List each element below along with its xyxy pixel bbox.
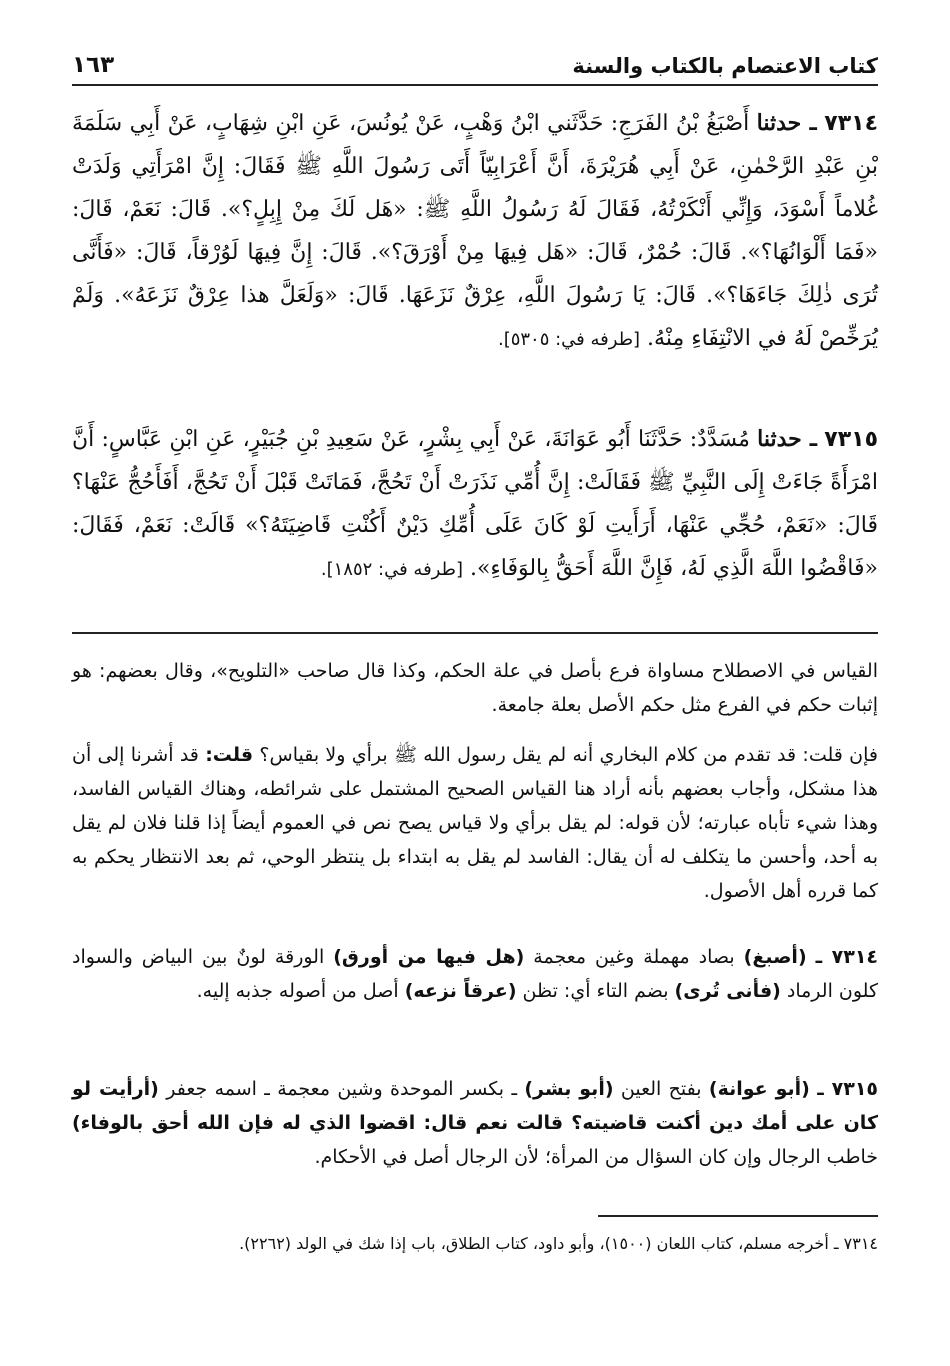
hadith-number: ٧٣١٤ (824, 111, 879, 136)
hadith-text: مُسَدَّدٌ: حَدَّثَنَا أَبُو عَوَانَةَ، عَنْ أَبِي بِشْرٍ، عَنْ سَعِيدِ بْنِ جُبَيْرٍ، عَنِ ابْنِ عَبَّاسٍ: أَنَّ امْرَأَةً جَاءَتْ إِلَى النَّبِيِّ ﷺ فَقَالَتْ: إِنَّ أُمِّي نَذَرَتْ أَنْ تَحُجَّ، فَمَاتَتْ قَبْلَ أَنْ تَحُجَّ، أَفَأَحُجُّ عَنْهَا؟ قَالَ: «نَعَمْ، حُجِّي عَنْهَا، أَرَأَيتِ لَوْ كَانَ عَلَى أُمِّكِ دَيْنٌ أَكُنْتِ قَاضِيَتَهُ؟» قَالَتْ: نَعَمْ، فَقَالَ: «فَاقْضُوا اللَّهَ الَّذِي لَهُ، فَإِنَّ اللَّهَ أَحَقُّ بِالوَفَاءِ». (72, 427, 878, 581)
commentary-term: (أبو بشر) (524, 1078, 614, 1100)
commentary-number: ٧٣١٤ ـ (815, 946, 879, 968)
footnote-text: ٧٣١٤ ـ أخرجه مسلم، كتاب اللعان (١٥٠٠)، وأبو داود، كتاب الطلاق، باب إذا شك في الولد (٢٢٦٢). (239, 1234, 878, 1253)
commentary-term: (فأنى تُرى) (674, 980, 781, 1002)
hadith-number: ٧٣١٥ (824, 427, 879, 452)
hadith-lead: حدثنا (756, 110, 802, 136)
commentary-text: بضم التاء أي: تظن (522, 980, 669, 1002)
commentary-term: (أصبغ) (743, 946, 807, 968)
page-number: ١٦٣ (72, 52, 115, 78)
commentary-text: ـ بكسر الموحدة وشين معجمة ـ اسمه جعفر (166, 1078, 518, 1100)
commentary-text: قد أشرنا إلى أن هذا مشكل، وأجاب بعضهم بأنه أراد هنا القياس الصحيح المشتمل على شرائطه، وهناك القياس الفاسد، وهذا شيء تأباه عبارته؛ لأن قوله: لم يقل برأي ولا قياس يصح نص في العموم أيضاً إذا قلنا فلان لم يقل به أحد، وأحسن ما يتكلف له أن يقال: الفاسد لم يقل به ابتداء بل ينتظر الوحي، ثم بعد الانتظار يحكم به كما قرره أهل الأصول. (72, 744, 878, 902)
footnote-divider (598, 1215, 878, 1217)
book-title: كتاب الاعتصام بالكتاب والسنة (572, 54, 878, 78)
commentary-paragraph (72, 940, 878, 1008)
commentary-text: فإن قلت: قد تقدم من كلام البخاري أنه لم يقل رسول الله ﷺ برأي ولا بقياس؟ (259, 744, 878, 766)
commentary-text: أصل من أصوله جذبه إليه. (196, 980, 399, 1002)
commentary-label: قلت: (205, 744, 254, 766)
commentary-paragraph (72, 1072, 878, 1174)
hadith-text: أَصْبَغُ بْنُ الفَرَجِ: حَدَّثَني ابْنُ وَهْبٍ، عَنْ يُونُسَ، عَنِ ابْنِ شِهَابٍ، عَنْ أَبِي سَلَمَةَ بْنِ عَبْدِ الرَّحْمٰنِ، عَنْ أَبِي هُرَيْرَةَ، أَنَّ أَعْرَابِيّاً أَتَى رَسُولَ اللَّهِ ﷺ فَقَالَ: إِنَّ امْرَأَتِي وَلَدَتْ غُلاماً أَسْوَدَ، وَإِنِّي أَنْكَرْتُهُ، فَقَالَ لَهُ رَسُولُ اللَّهِ ﷺ: «هَل لَكَ مِنْ إِبِلٍ؟». قَالَ: نَعَمْ، قَالَ: «فَمَا أَلْوَانُهَا؟». قَالَ: حُمْرٌ، قَالَ: «هَل فِيهَا مِنْ أَوْرَقَ؟». قَالَ: إِنَّ فِيهَا لَوُرْقاً، قَالَ: «فَأَنَّى تُرَى ذٰلِكَ جَاءَهَا؟». قَالَ: يَا رَسُولَ اللَّهِ، عِرْقٌ نَزَعَهَا. قَالَ: «وَلَعَلَّ هذا عِرْقٌ نَزَعَهُ». وَلَمْ يُرَخِّصْ لَهُ في الانْتِفَاءِ مِنْهُ. (72, 111, 878, 351)
hadith-lead: حدثنا (757, 426, 802, 452)
commentary-text: خاطب الرجال وإن كان السؤال من المرأة؛ لأن الرجال أصل في الأحكام. (314, 1146, 878, 1168)
commentary-text: بصاد مهملة وغين معجمة (533, 946, 735, 968)
commentary-paragraph (72, 654, 878, 722)
commentary-text: الورقة لونٌ بين البياض والسواد كلون الرماد (72, 946, 878, 1002)
hadith-reference: [طرفه في: ١٨٥٢]. (320, 559, 463, 580)
commentary-term: (أرأيت لو كان على أمك دين أكنت قاضيته؟ قالت نعم قال: اقضوا الذي له فإن الله أحق بالوفاء) (72, 1078, 878, 1134)
hadith-7314: ٧٣١٤ ـ حدثنا أَصْبَغُ بْنُ الفَرَجِ: حَدَّثَني ابْنُ وَهْبٍ، عَنْ يُونُسَ، عَنِ ابْنِ شِهَابٍ، عَنْ أَبِي سَلَمَةَ بْنِ عَبْدِ الرَّحْمٰنِ، عَنْ أَبِي هُرَيْرَةَ، أَنَّ أَعْرَابِيّاً أَتَى رَسُولَ اللَّهِ ﷺ فَقَالَ: إِنَّ امْرَأَتِي وَلَدَتْ غُلاماً أَسْوَدَ، وَإِنِّي أَنْكَرْتُهُ، فَقَالَ لَهُ رَسُولُ اللَّهِ ﷺ: «هَل لَكَ مِنْ إِبِلٍ؟». قَالَ: نَعَمْ، قَالَ: «فَمَا أَلْوَانُهَا؟». قَالَ: حُمْرٌ، قَالَ: «هَل فِيهَا مِنْ أَوْرَقَ؟». قَالَ: إِنَّ فِيهَا لَوُرْقاً، قَالَ: «فَأَنَّى تُرَى ذٰلِكَ جَاءَهَا؟». قَالَ: يَا رَسُولَ اللَّهِ، عِرْقٌ نَزَعَهَا. قَالَ: «وَلَعَلَّ هذا عِرْقٌ نَزَعَهُ». وَلَمْ يُرَخِّصْ لَهُ في الانْتِفَاءِ مِنْهُ. [طرفه في: ٥٣٠٥]. (72, 110, 879, 351)
commentary-paragraph (72, 738, 878, 908)
commentary-text: القياس في الاصطلاح مساواة فرع بأصل في علة الحكم، وكذا قال صاحب «التلويح»، وقال بعضهم: هو إثبات حكم في الفرع مثل حكم الأصل بعلة جامعة. (72, 660, 878, 716)
hadith-reference: [طرفه في: ٥٣٠٥]. (497, 329, 641, 350)
footnote (72, 1230, 878, 1258)
commentary-divider (72, 632, 878, 634)
commentary-term: (أبو عوانة) (708, 1078, 810, 1100)
commentary-term: (عرقاً نزعه) (404, 980, 517, 1002)
page-header (72, 38, 878, 86)
commentary-number: ٧٣١٥ ـ (817, 1078, 879, 1100)
commentary-term: (هل فيها من أورق) (333, 946, 525, 968)
hadith-7315: ٧٣١٥ ـ حدثنا مُسَدَّدٌ: حَدَّثَنَا أَبُو عَوَانَةَ، عَنْ أَبِي بِشْرٍ، عَنْ سَعِيدِ بْنِ جُبَيْرٍ، عَنِ ابْنِ عَبَّاسٍ: أَنَّ امْرَأَةً جَاءَتْ إِلَى النَّبِيِّ ﷺ فَقَالَتْ: إِنَّ أُمِّي نَذَرَتْ أَنْ تَحُجَّ، فَمَاتَتْ قَبْلَ أَنْ تَحُجَّ، أَفَأَحُجُّ عَنْهَا؟ قَالَ: «نَعَمْ، حُجِّي عَنْهَا، أَرَأَيتِ لَوْ كَانَ عَلَى أُمِّكِ دَيْنٌ أَكُنْتِ قَاضِيَتَهُ؟» قَالَتْ: نَعَمْ، فَقَالَ: «فَاقْضُوا اللَّهَ الَّذِي لَهُ، فَإِنَّ اللَّهَ أَحَقُّ بِالوَفَاءِ». [طرفه في: ١٨٥٢]. (72, 426, 879, 581)
commentary-text: بفتح العين (620, 1078, 702, 1100)
